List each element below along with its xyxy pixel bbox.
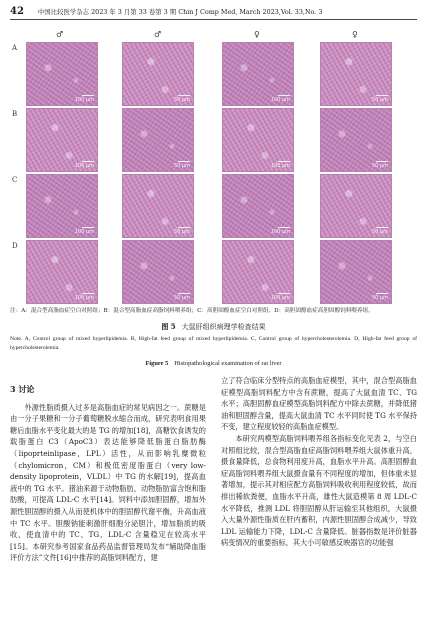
sex-label-male-2: ♂ — [154, 30, 162, 39]
scale-bar — [82, 95, 94, 96]
scale-label: 50 μm — [173, 229, 190, 235]
scale-label: 50 μm — [173, 97, 190, 103]
figure-title-cn: 大鼠肝组织病理学检查结果 — [181, 323, 266, 331]
page-number: 42 — [10, 5, 24, 17]
histology-panel-a4 — [320, 42, 392, 106]
scale-label: 50 μm — [173, 295, 190, 301]
histology-panel-c2 — [122, 174, 194, 238]
scale-label: 100 μm — [74, 229, 94, 235]
figure-caption-cn — [0, 322, 427, 332]
scale-label: 100 μm — [270, 295, 290, 301]
scale-bar — [82, 161, 94, 162]
histology-panel-b2 — [122, 108, 194, 172]
scale-label: 50 μm — [173, 163, 190, 169]
scale-bar — [178, 227, 190, 228]
figure-5-panels — [12, 30, 416, 301]
scale-label: 100 μm — [270, 229, 290, 235]
scale-bar — [376, 227, 388, 228]
histology-panel-c1 — [26, 174, 98, 238]
scale-bar — [178, 95, 190, 96]
scale-bar — [376, 95, 388, 96]
scale-label: 50 μm — [371, 97, 388, 103]
sex-label-female-2: ♀ — [352, 30, 358, 39]
histology-panel-d4 — [320, 240, 392, 304]
histology-panel-b4 — [320, 108, 392, 172]
figure-caption-en — [0, 360, 427, 367]
histology-panel-d1 — [26, 240, 98, 304]
scale-label: 100 μm — [74, 97, 94, 103]
scale-label: 50 μm — [371, 229, 388, 235]
paragraph-discussion-1: 外源性脂质摄入过多是高脂血症的常见病因之一。蔗糖是由一分子果糖和一分子葡萄糖脱水缩合而成，研究表明食用果糖后血脂水平变化最大的是 TG 的增加[18]，高糖饮食诱发的载脂蛋白 C3（ApoC3）表达能够降低脂蛋白脂肪酶（lipoprteinlipase，LPL）活性，从而影响乳糜微粒（chylomicron，CM）和极低密度脂蛋白（very low-density lipoprotein，VLDL）中 TG 的水解[19]，提高血液中的 TG 水平。猪油来源于动物脂肪，动物脂肪富含饱和脂肪酸，可提高 LDL-C 水平[14]。饲料中添加胆固醇，增加外源性胆固醇的摄入从而使机体中的胆固醇代谢平衡，升高血液中 TC 水平。胆酸钠能刺激肝细胞分泌胆汁，增加脂质的吸收，使血清中的 TC、TG、LDL-C 含量稳定在较高水平[15]。本研究参考国家食品药品监督管理局发布“辅助降血脂评价方法”文件[16]中推荐的高脂饲料配方，建 — [10, 402, 206, 563]
scale-bar — [278, 227, 290, 228]
row-letter-a: A — [12, 44, 18, 52]
scale-bar — [278, 293, 290, 294]
histology-panel-c4 — [320, 174, 392, 238]
scale-label: 100 μm — [270, 163, 290, 169]
scale-bar — [82, 293, 94, 294]
paragraph-discussion-2: 本研究两模型高脂饲料喂养组各指标变化见表 2，与空白对照组比较，混合型高脂血症高脂饲料喂养组大鼠体重升高，摄食量降低，总食物利用度升高，血脂水平升高。高胆固醇血症高脂饲料喂养组大鼠摄食量有不同程度的增加，但体重未显著增加，提示其对相应配方高脂饲料吸收利用程度较低，故而排出稀软粪便，血脂水平升高，雄性大鼠造模第 8 周 LDL-C 水平降低，推测 LDL 将胆固醇从肝运输至其他组织，大鼠摄入大量外源性脂质在肝内蓄积，内源性胆固醇合成减少，导致 LDL 运输能力下降，LDL-C 含量降低。脏器指数是评价脏器病变情况的重要指标，其大小可敏感反映器官的功能强 — [221, 433, 417, 548]
histology-panel-b3 — [222, 108, 294, 172]
scale-label: 100 μm — [74, 295, 94, 301]
scale-bar — [376, 293, 388, 294]
figure-note-en: Note. A, Control group of mixed hyperlipidemia. B, High-fat feed group of mixed hyperlipidemia. C, Control group of hypercholesterolemia. D, High-fat feed group of hypercholesterolemia. — [10, 336, 417, 351]
scale-label: 50 μm — [371, 163, 388, 169]
histology-panel-a3 — [222, 42, 294, 106]
paragraph-discussion-1-cont: 立了符合临床分型特点的高脂血症模型，其中，混合型高脂血症模型高脂饲料配方中含有蔗糖，提高了大鼠血清 TC、TG 水平；高胆固醇血症模型高脂饲料配方中除去蔗糖，并降低猪油和胆固醇含量，提高大鼠血清 TC 水平同时使 TG 水平保持不变，建立程度较轻的高脂血症模型。 — [221, 376, 417, 432]
scale-bar — [278, 161, 290, 162]
sex-label-female-1: ♀ — [254, 30, 260, 39]
figure-note-cn: 注：A：混合型高脂血症空白对照组；B：混合型高脂血症高脂饲料喂养组；C：高胆固醇血症空白对照组；D：高胆固醇血症高胆固醇饲料喂养组。 — [10, 308, 374, 314]
scale-label: 100 μm — [74, 163, 94, 169]
journal-running-title: 中国比较医学杂志 2023 年 3 月第 33 卷第 3 期 Chin J Comp Med, March 2023,Vol. 33,No. 3 — [37, 7, 323, 16]
figure-title-en: Histopathological examination of rat liver — [174, 360, 282, 367]
row-letter-c: C — [12, 176, 18, 184]
row-letter-d: D — [12, 242, 18, 250]
histology-panel-a1 — [26, 42, 98, 106]
section-heading-discussion: 3 讨论 — [10, 384, 35, 394]
row-letter-b: B — [12, 110, 18, 118]
scale-bar — [178, 293, 190, 294]
scale-bar — [278, 95, 290, 96]
page-header — [10, 4, 417, 18]
scale-label: 50 μm — [371, 295, 388, 301]
scale-bar — [376, 161, 388, 162]
figure-label-cn: 图 5 — [161, 322, 176, 331]
figure-label-en: Figure 5 — [145, 360, 169, 367]
sex-label-row — [26, 30, 416, 40]
histology-panel-b1 — [26, 108, 98, 172]
scale-label: 100 μm — [270, 97, 290, 103]
histology-panel-d3 — [222, 240, 294, 304]
histology-panel-d2 — [122, 240, 194, 304]
histology-panel-a2 — [122, 42, 194, 106]
histology-panel-c3 — [222, 174, 294, 238]
scale-bar — [178, 161, 190, 162]
right-column — [221, 375, 417, 549]
left-column — [10, 375, 206, 564]
sex-label-male-1: ♂ — [56, 30, 64, 39]
scale-bar — [82, 227, 94, 228]
header-rule — [10, 19, 417, 20]
